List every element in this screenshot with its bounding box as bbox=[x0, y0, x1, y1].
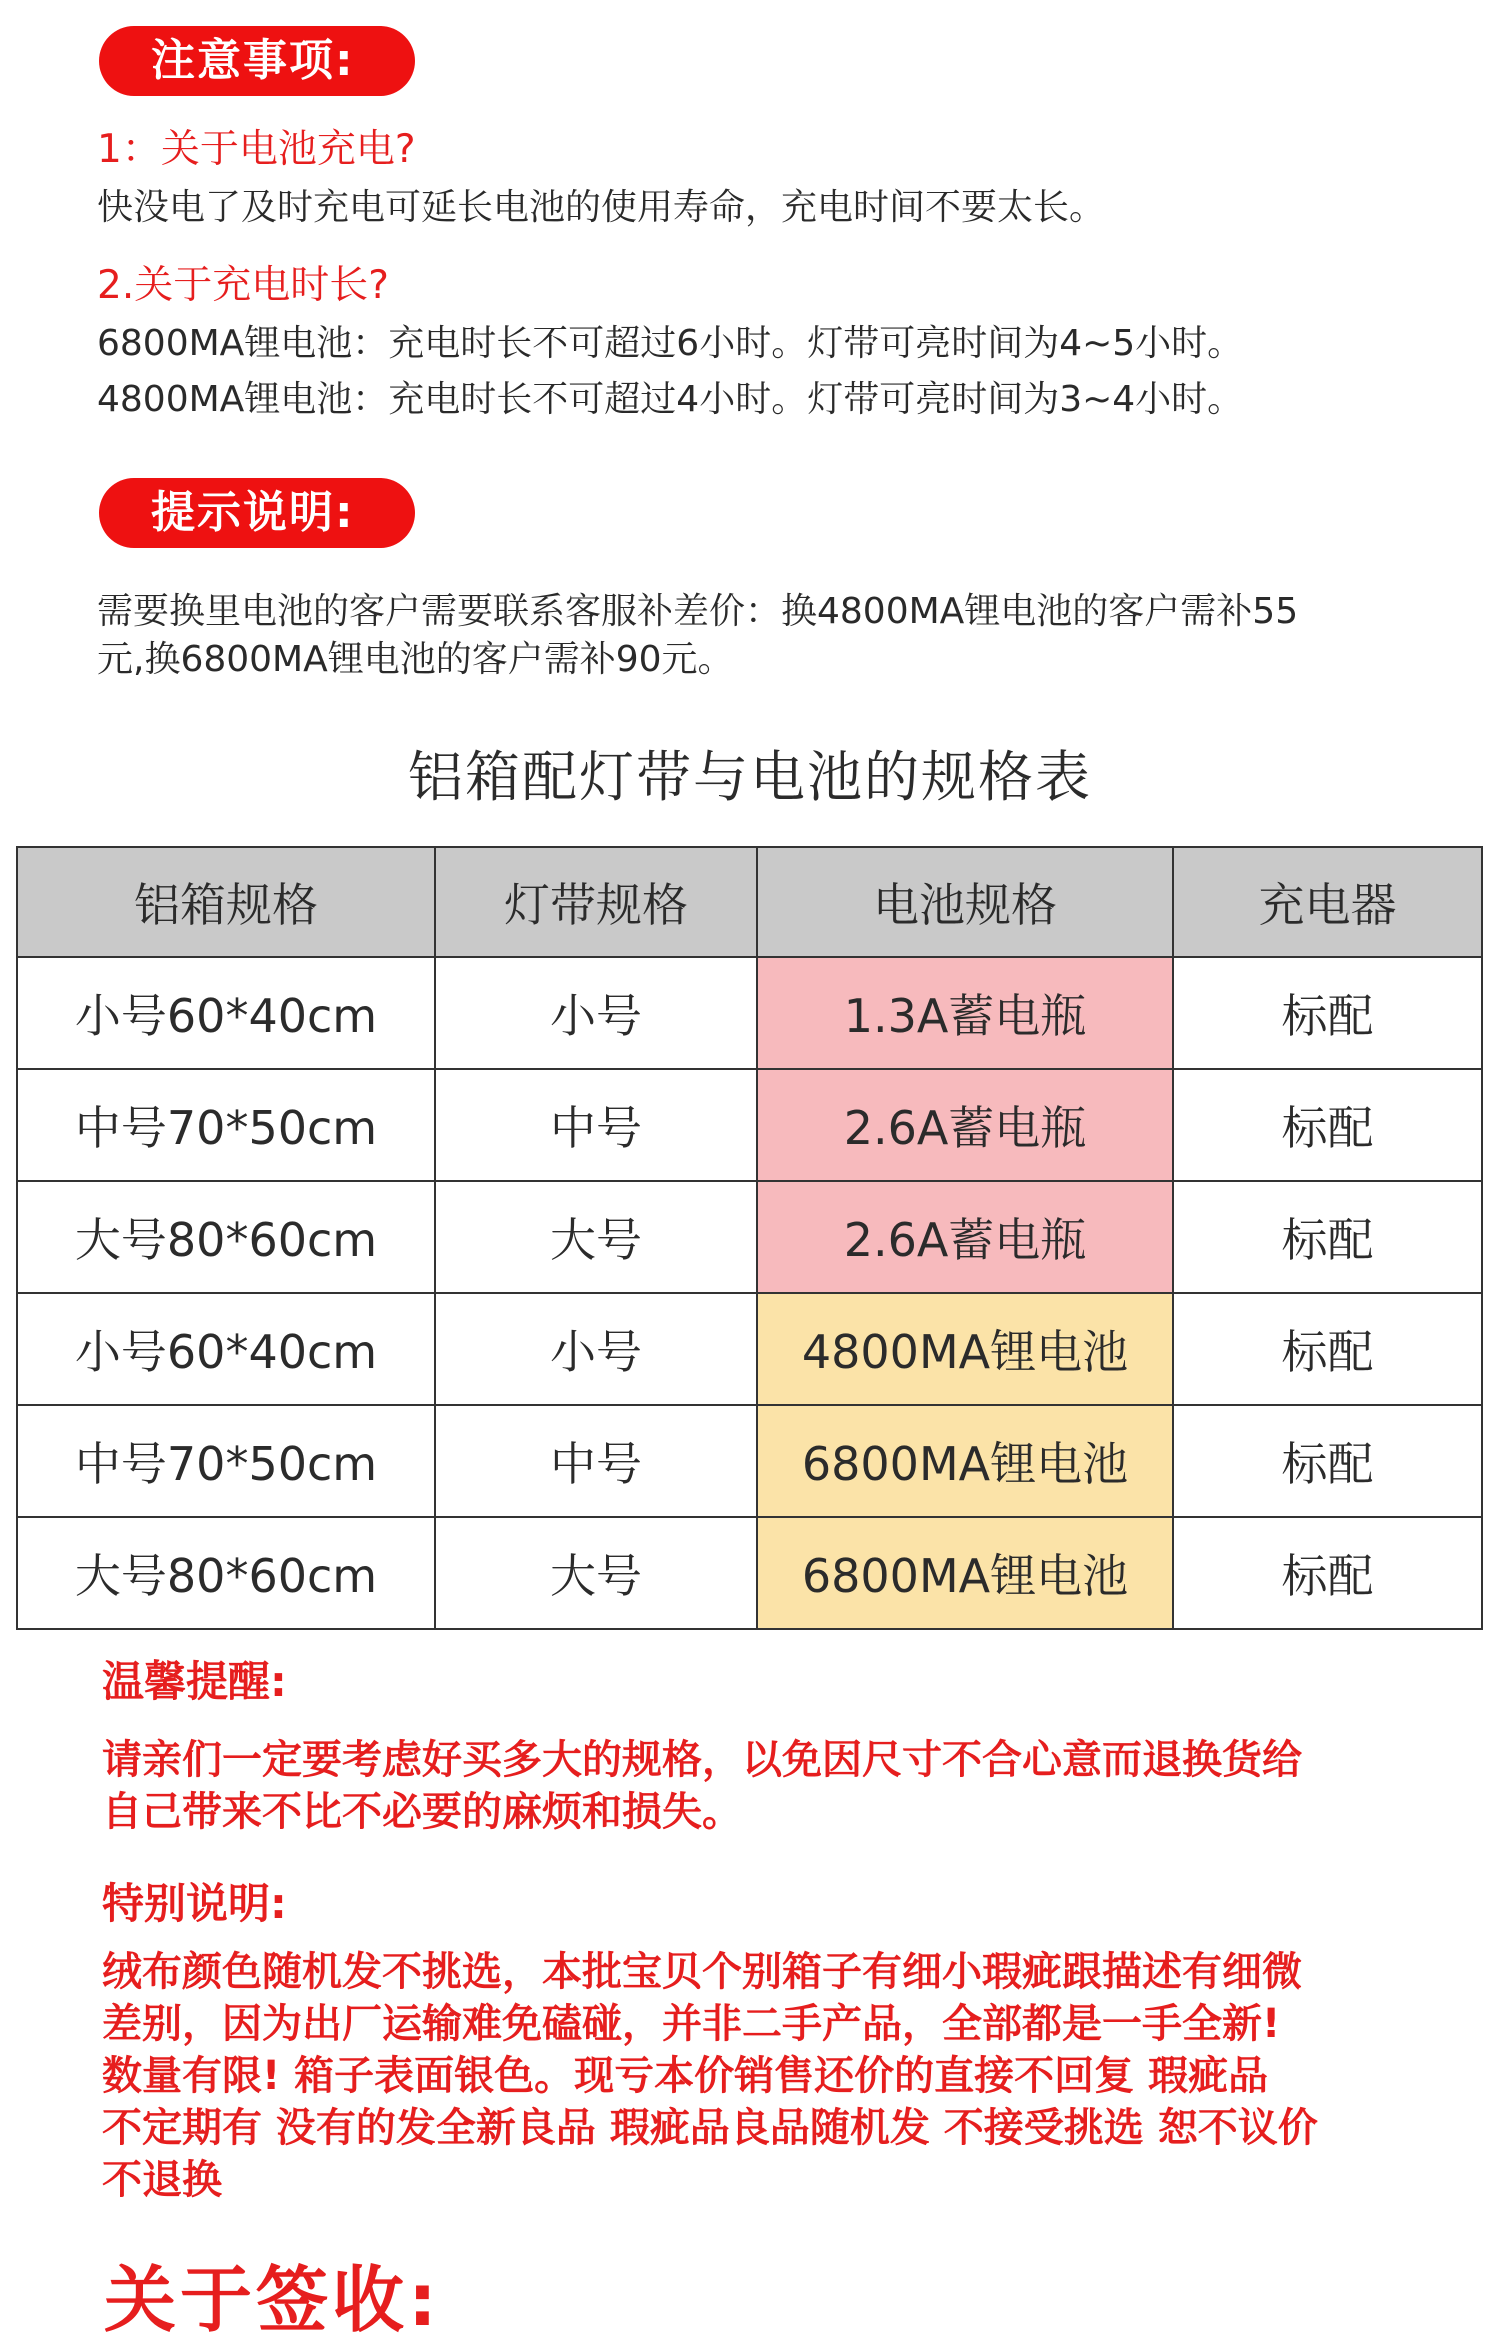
tip-line-1: 需要换里电池的客户需要联系客服补差价：换4800MA锂电池的客户需补55 bbox=[97, 591, 1299, 632]
light-spec-cell: 小号 bbox=[435, 1293, 757, 1405]
case-spec-cell: 大号80*60cm bbox=[17, 1181, 435, 1293]
battery-spec-cell: 1.3A蓄电瓶 bbox=[757, 957, 1173, 1069]
spec-table-title: 铝箱配灯带与电池的规格表 bbox=[407, 745, 1092, 809]
charger-cell: 标配 bbox=[1173, 957, 1482, 1069]
reminder-line-2: 自己带来不比不必要的麻烦和损失。 bbox=[102, 1789, 742, 1835]
header-light-spec: 灯带规格 bbox=[435, 847, 757, 957]
notice-answer-2-line-2: 4800MA锂电池：充电时长不可超过4小时。灯带可亮时间为3~4小时。 bbox=[97, 379, 1244, 420]
case-spec-cell: 大号80*60cm bbox=[17, 1517, 435, 1629]
light-spec-cell: 中号 bbox=[435, 1405, 757, 1517]
charger-cell: 标配 bbox=[1173, 1405, 1482, 1517]
notice-badge: 注意事项: bbox=[99, 26, 415, 96]
battery-spec-cell: 4800MA锂电池 bbox=[757, 1293, 1173, 1405]
special-line-3: 数量有限! 箱子表面银色。现亏本价销售还价的直接不回复 瑕疵品 bbox=[102, 2053, 1269, 2099]
battery-spec-cell: 6800MA锂电池 bbox=[757, 1405, 1173, 1517]
charger-cell: 标配 bbox=[1173, 1517, 1482, 1629]
notice-answer-2-line-1: 6800MA锂电池：充电时长不可超过6小时。灯带可亮时间为4~5小时。 bbox=[97, 323, 1244, 364]
tip-line-2: 元,换6800MA锂电池的客户需补90元。 bbox=[97, 639, 734, 680]
special-line-2: 差别，因为出厂运输难免磕碰，并非二手产品，全部都是一手全新! bbox=[102, 2001, 1281, 2047]
reminder-line-1: 请亲们一定要考虑好买多大的规格，以免因尺寸不合心意而退换货给 bbox=[102, 1737, 1302, 1783]
light-spec-cell: 小号 bbox=[435, 957, 757, 1069]
spec-table-header-row bbox=[17, 847, 1482, 957]
case-spec-cell: 小号60*40cm bbox=[17, 1293, 435, 1405]
notice-question-1: 1：关于电池充电? bbox=[97, 127, 416, 172]
table-row bbox=[17, 1293, 1482, 1405]
charger-cell: 标配 bbox=[1173, 1069, 1482, 1181]
table-row bbox=[17, 1069, 1482, 1181]
reminder-heading: 温馨提醒: bbox=[102, 1657, 287, 1706]
light-spec-cell: 大号 bbox=[435, 1181, 757, 1293]
special-line-1: 绒布颜色随机发不挑选，本批宝贝个别箱子有细小瑕疵跟描述有细微 bbox=[102, 1949, 1302, 1995]
case-spec-cell: 小号60*40cm bbox=[17, 957, 435, 1069]
case-spec-cell: 中号70*50cm bbox=[17, 1069, 435, 1181]
charger-cell: 标配 bbox=[1173, 1293, 1482, 1405]
battery-spec-cell: 2.6A蓄电瓶 bbox=[757, 1181, 1173, 1293]
notice-question-2: 2.关于充电时长? bbox=[97, 263, 389, 308]
header-charger: 充电器 bbox=[1173, 847, 1482, 957]
sign-heading: 关于签收: bbox=[104, 2258, 441, 2342]
light-spec-cell: 中号 bbox=[435, 1069, 757, 1181]
table-row bbox=[17, 957, 1482, 1069]
special-line-5: 不退换 bbox=[102, 2157, 222, 2203]
tip-badge: 提示说明: bbox=[99, 478, 415, 548]
special-heading: 特别说明: bbox=[102, 1879, 287, 1928]
case-spec-cell: 中号70*50cm bbox=[17, 1405, 435, 1517]
special-line-4: 不定期有 没有的发全新良品 瑕疵品良品随机发 不接受挑选 恕不议价 bbox=[102, 2105, 1318, 2151]
battery-spec-cell: 2.6A蓄电瓶 bbox=[757, 1069, 1173, 1181]
battery-spec-cell: 6800MA锂电池 bbox=[757, 1517, 1173, 1629]
header-case-spec: 铝箱规格 bbox=[17, 847, 435, 957]
table-row bbox=[17, 1181, 1482, 1293]
table-row bbox=[17, 1517, 1482, 1629]
light-spec-cell: 大号 bbox=[435, 1517, 757, 1629]
charger-cell: 标配 bbox=[1173, 1181, 1482, 1293]
header-battery-spec: 电池规格 bbox=[757, 847, 1173, 957]
spec-table bbox=[16, 846, 1483, 1630]
table-row bbox=[17, 1405, 1482, 1517]
notice-answer-1: 快没电了及时充电可延长电池的使用寿命，充电时间不要太长。 bbox=[97, 187, 1106, 228]
